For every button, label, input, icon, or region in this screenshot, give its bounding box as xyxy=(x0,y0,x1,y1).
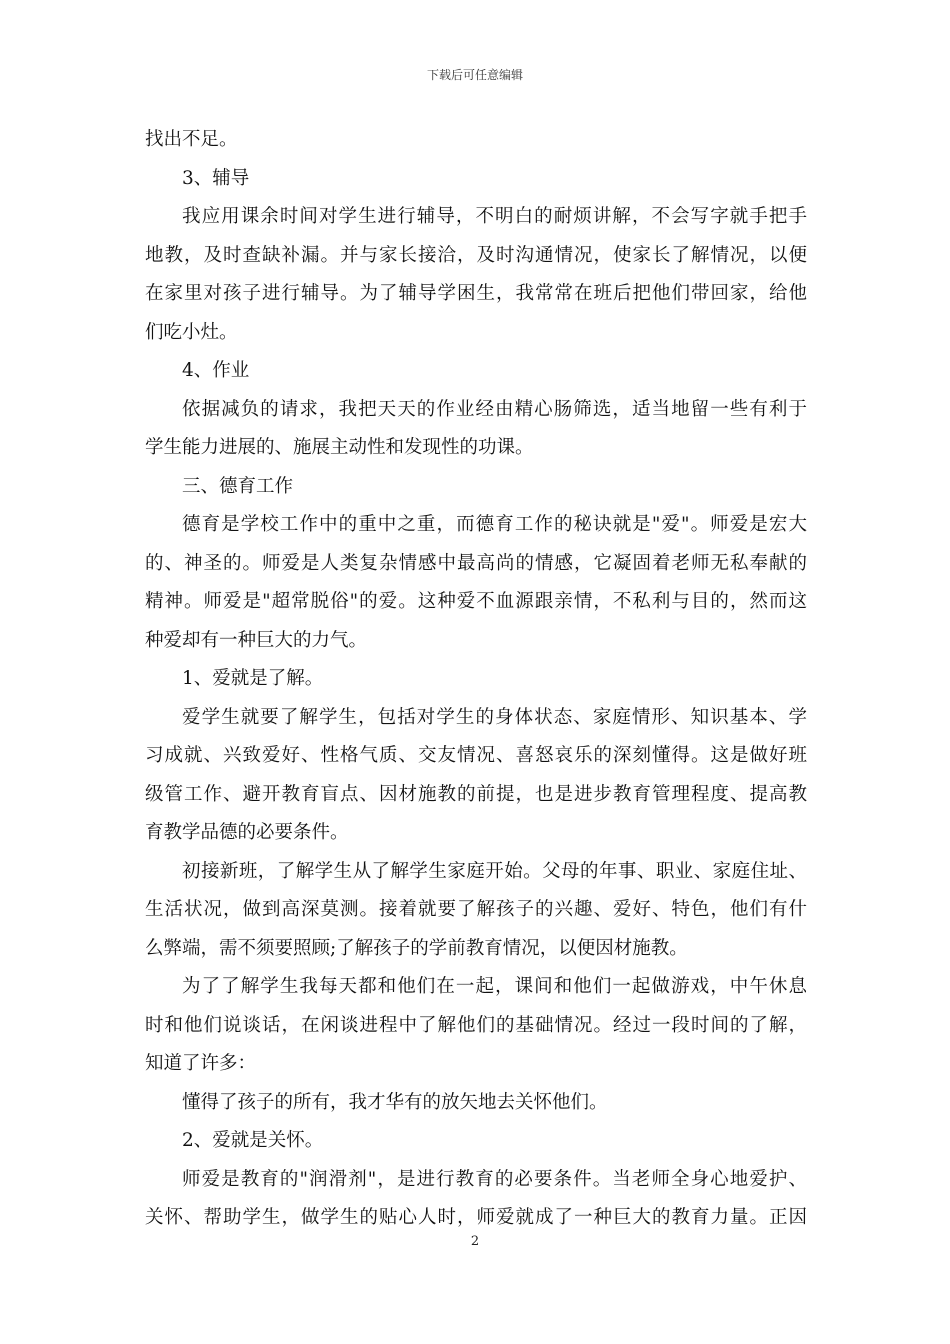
text-line: 德育是学校工作中的重中之重，而德育工作的秘诀就是"爱"。师爱是宏大 xyxy=(182,514,807,535)
text-line: 学生能力进展的、施展主动性和发现性的功课。 xyxy=(145,437,534,458)
text-line: 育教学品德的必要条件。 xyxy=(145,822,349,843)
text-line: 地教，及时查缺补漏。并与家长接洽，及时沟通情况，使家长了解情况，以便 xyxy=(145,244,807,266)
text-line: 师爱是教育的"润滑剂"，是进行教育的必要条件。当老师全身心地爱护、 xyxy=(182,1168,807,1190)
text-line: 懂得了孩子的所有，我才华有的放矢地去关怀他们。 xyxy=(182,1091,608,1113)
text-line: 习成就、兴致爱好、性格气质、交友情况、喜怒哀乐的深刻懂得。这是做好班 xyxy=(145,745,807,766)
text-line: 依据减负的请求，我把天天的作业经由精心肠筛选，适当地留一些有利于 xyxy=(182,398,807,420)
text-line: 时和他们说谈话，在闲谈进程中了解他们的基础情况。经过一段时间的了解， xyxy=(145,1014,807,1036)
text-line: 2、爱就是关怀。 xyxy=(182,1130,324,1151)
text-line: 三、德育工作 xyxy=(182,475,294,497)
text-line: 4、作业 xyxy=(182,360,250,381)
text-line: 初接新班，了解学生从了解学生家庭开始。父母的年事、职业、家庭住址、 xyxy=(182,860,807,882)
page-number: 2 xyxy=(470,1234,480,1249)
text-line: 找出不足。 xyxy=(145,129,238,150)
text-line: 我应用课余时间对学生进行辅导，不明白的耐烦讲解，不会写字就手把手 xyxy=(182,206,807,227)
text-line: 关怀、帮助学生，做学生的贴心人时，师爱就成了一种巨大的教育力量。正因 xyxy=(145,1207,807,1228)
document-body xyxy=(145,121,807,1238)
text-line: 1、爱就是了解。 xyxy=(182,668,324,689)
text-line: 为了了解学生我每天都和他们在一起，课间和他们一起做游戏，中午休息 xyxy=(182,976,807,997)
text-line: 精神。师爱是"超常脱俗"的爱。这种爱不血源跟亲情，不私利与目的，然而这 xyxy=(145,591,807,612)
text-line: 种爱却有一种巨大的力气。 xyxy=(145,629,368,651)
text-line: 的、神圣的。师爱是人类复杂情感中最高尚的情感，它凝固着老师无私奉献的 xyxy=(145,552,807,574)
text-line: 在家里对孩子进行辅导。为了辅导学困生，我常常在班后把他们带回家，给他 xyxy=(145,283,807,304)
text-line: 么弊端，需不须要照顾;了解孩子的学前教育情况，以便因材施教。 xyxy=(145,937,688,959)
page-header: 下载后可任意编辑 xyxy=(426,68,523,82)
text-line: 生活状况，做到高深莫测。接着就要了解孩子的兴趣、爱好、特色，他们有什 xyxy=(145,899,807,920)
text-line: 们吃小灶。 xyxy=(145,321,238,343)
text-line: 级管工作、避开教育盲点、因材施教的前提，也是进步教育管理程度、提高教 xyxy=(145,783,807,805)
text-line: 知道了许多： xyxy=(145,1053,257,1074)
text-line: 爱学生就要了解学生，包括对学生的身体状态、家庭情形、知识基本、学 xyxy=(182,706,807,728)
text-line: 3、辅导 xyxy=(182,167,250,189)
